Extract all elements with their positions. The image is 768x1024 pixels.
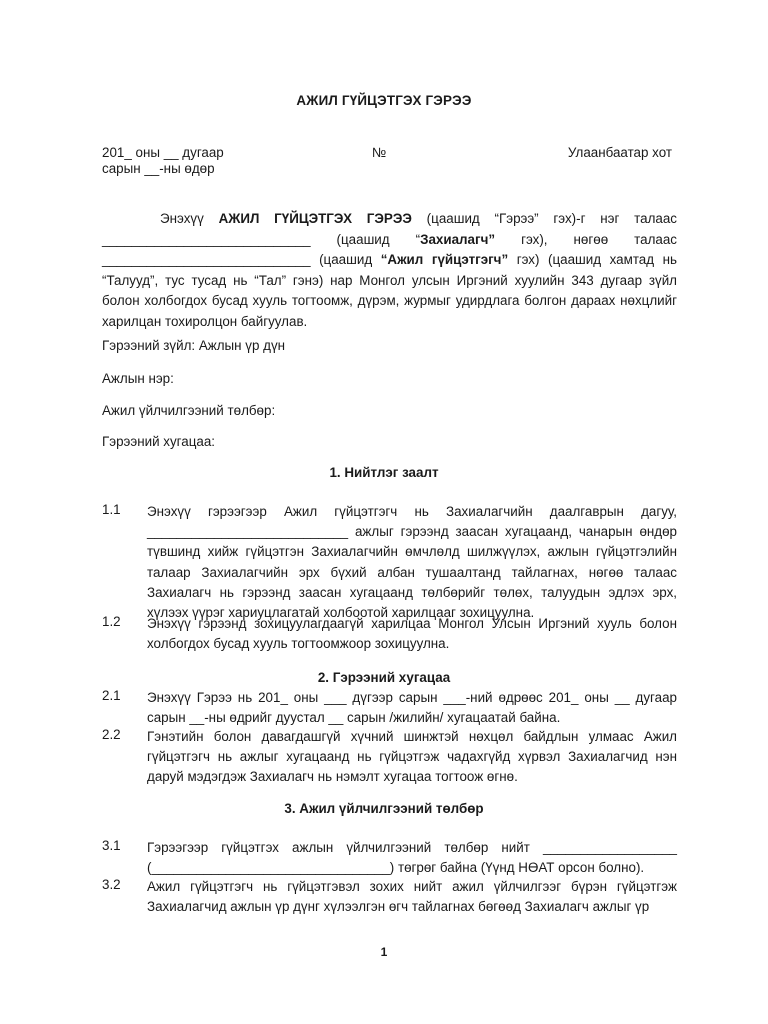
intro-bold-title: АЖИЛ ГҮЙЦЭТГЭХ ГЭРЭЭ: [218, 211, 412, 226]
field-subject: Гэрээний зүйл: Ажлын үр дүн: [102, 338, 286, 353]
clause-number: 3.2: [102, 877, 121, 892]
section-title-payment: 3. Ажил үйлчилгээний төлбөр: [284, 801, 484, 816]
clause-number: 1.2: [102, 614, 121, 629]
clause-number: 3.1: [102, 838, 121, 853]
clause-number: 2.1: [102, 688, 121, 703]
section-title-term: 2. Гэрээний хугацаа: [317, 670, 451, 685]
field-term: Гэрээний хугацаа:: [102, 434, 215, 449]
clause-1-1: [102, 502, 677, 623]
clause-1-2: [102, 614, 677, 654]
section-title-general: 1. Нийтлэг заалт: [329, 465, 439, 480]
clause-number: 2.2: [102, 727, 121, 742]
intro-bold-contractor: “Ажил гүйцэтгэгч”: [380, 252, 509, 267]
field-fee: Ажил үйлчилгээний төлбөр:: [102, 403, 276, 418]
clause-text: Гэнэтийн болон давагдашгүй хүчний шинжтэй нөхцөл байдлын улмаас Ажил гүйцэтгэгч нь ажлыг хугацаанд нь гүйцэтгэж чадахгүйд хүрвэл Захиалагчид нэн даруй мэдэгдэж Захиалагч нь нэмэлт хугацаа тогтоож өгнө.: [147, 729, 677, 785]
clause-text: Энэхүү гэрээнд зохицуулагдаагүй харилцаа Монгол Улсын Иргэний хууль болон холбогдох бусад хууль тогтоомжоор зохицуулна.: [147, 616, 677, 652]
page-number: 1: [380, 945, 388, 959]
clause-3-1: [102, 838, 677, 878]
clause-2-2: [102, 727, 677, 788]
intro-bold-client: Захиалагч”: [420, 231, 496, 247]
clause-text: Энэхүү Гэрээ нь 201_ оны ___ дүгээр сарын ___-ний өдрөөс 201_ оны __ дугаар сарын __-ны өдрийг дуустал __ сарын /жилийн/ хугацаатай байна.: [147, 690, 677, 726]
clause-text: Ажил гүйцэтгэгч нь гүйцэтгэвэл зохих нийт ажил үйлчилгээг бүрэн гүйцэтгэж Захиалагчид ажлын үр дүнг хүлээлгэн өгч тайлагнах бөгөөд Захиалагч ажлыг үр: [147, 879, 677, 915]
intro-paragraph: [102, 209, 677, 332]
intro-text-1: Энэхүү: [160, 211, 219, 226]
clause-2-1: [102, 688, 677, 728]
field-work-name: Ажлын нэр:: [102, 371, 174, 386]
document-title: АЖИЛ ГҮЙЦЭТГЭХ ГЭРЭЭ: [296, 93, 472, 108]
clause-3-2: [102, 877, 677, 917]
clause-number: 1.1: [102, 502, 121, 517]
contract-number-label: №: [372, 145, 387, 160]
clause-text: Энэхүү гэрээгээр Ажил гүйцэтгэгч нь Захиалагчийн даалгаврын дагуу, ___________________________ ажлыг гэрээнд заасан хугацаанд, чанарын өндөр түвшинд хийж гүйцэтгэн Захиалагчийн өмчлөлд шилжүүлэх, ажлын гүйцэтгэлийн талаар Захиалагчийн эрх бүхий албан тушаалтанд тайлагнах, нөгөө талаас Захиалагч нь гэрээнд заасан хугацаанд төлбөрийг төлөх, талуудын эдлэх эрх, хүлээх үүрэг хариуцлагатай холбоотой харилцааг зохицуулна.: [147, 504, 677, 621]
intro-text-4: гэх) (цаашид хамтад нь “Талууд”, тус тусад нь “Тал” гэнэ) нар Монгол улсын Иргэний хуулийн 343 дугаар зүйл болон холбогдох бусад хууль тогтоомж, дүрэм, журмыг удирдлага болгон дараах нөхцлийг харилцан тохиролцон байгуулав.: [102, 252, 677, 329]
intro-text-3: гэх), нөгөө талаас ____________________________ (цаашид: [102, 231, 677, 267]
date-line: 201_ оны __ дугаар: [102, 145, 224, 160]
date-line-day: сарын __-ны өдөр: [102, 161, 215, 176]
city-label: Улаанбаатар хот: [567, 145, 672, 160]
clause-text: Гэрээгээр гүйцэтгэх ажлын үйлчилгээний төлбөр нийт __________________ (________________________________) төгрөг байна (Үүнд НӨАТ орсон болно).: [147, 840, 677, 876]
intro-text-2: (цаашид “Гэрээ” гэх)-г нэг талаас ____________________________ (цаашид “: [102, 211, 677, 247]
